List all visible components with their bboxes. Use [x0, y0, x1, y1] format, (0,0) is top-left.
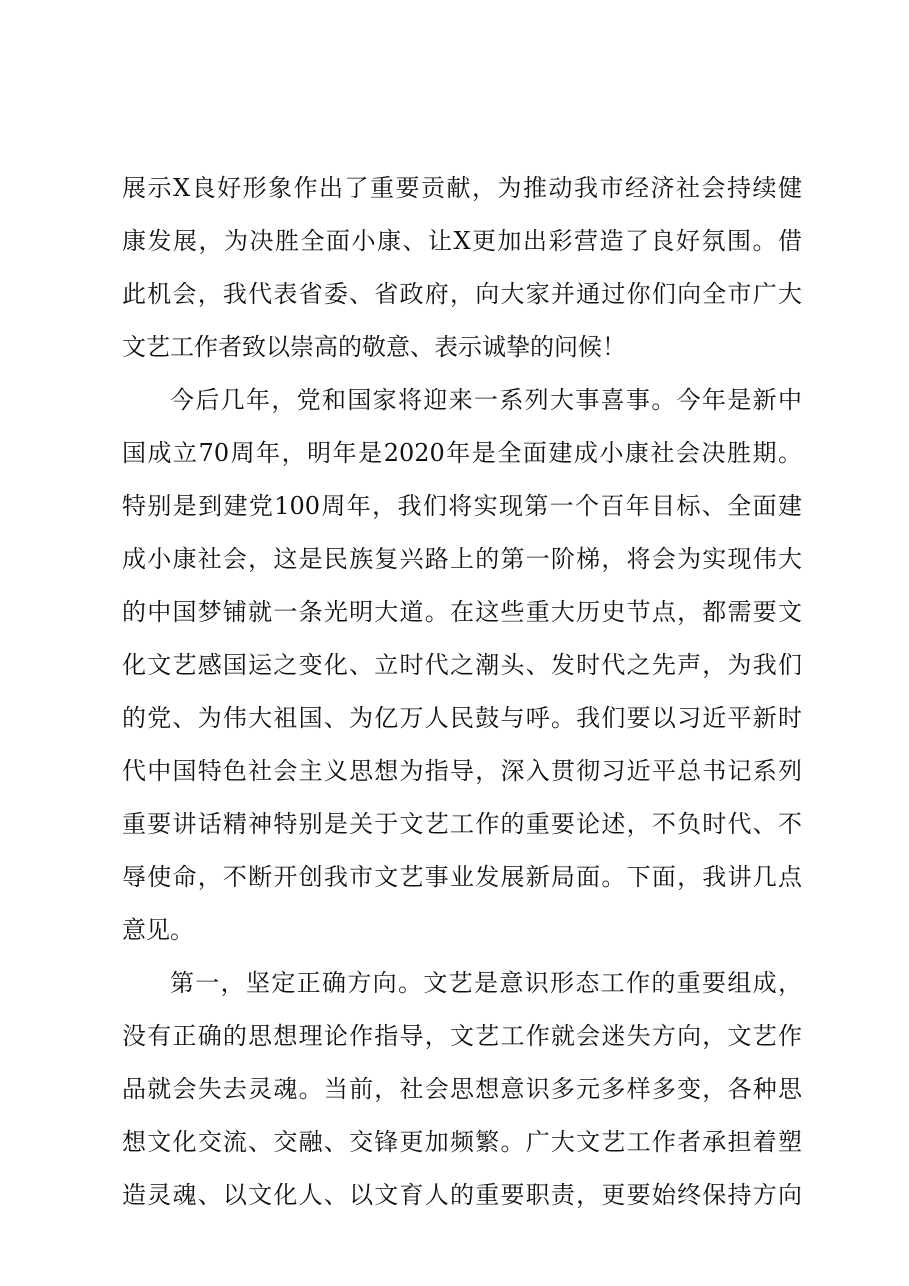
paragraph-3-line-5: 造灵魂、以文化人、以文育人的重要职责，更要始终保持方向 — [122, 1181, 802, 1209]
paragraph-2-line-3: 特别是到建党100周年，我们将实现第一个百年目标、全面建 — [122, 492, 802, 520]
paragraph-2-line-1: 今后几年，党和国家将迎来一系列大事喜事。今年是新中 — [170, 386, 802, 414]
paragraph-3-line-2: 没有正确的思想理论作指导，文艺工作就会迷失方向，文艺作 — [122, 1022, 802, 1050]
paragraph-2-line-8: 代中国特色社会主义思想为指导，深入贯彻习近平总书记系列 — [122, 757, 802, 785]
paragraph-3-line-4: 想文化交流、交融、交锋更加频繁。广大文艺工作者承担着塑 — [122, 1128, 802, 1156]
paragraph-2-line-11: 意见。 — [122, 916, 194, 944]
paragraph-1-line-4: 文艺工作者致以崇高的敬意、表示诚挚的问候！ — [122, 333, 626, 361]
paragraph-3-line-3: 品就会失去灵魂。当前，社会思想意识多元多样多变，各种思 — [122, 1075, 802, 1103]
paragraph-2-line-5: 的中国梦铺就一条光明大道。在这些重大历史节点，都需要文 — [122, 598, 802, 626]
paragraph-2-line-2: 国成立70周年，明年是2020年是全面建成小康社会决胜期。 — [122, 439, 802, 467]
paragraph-1-line-2: 康发展，为决胜全面小康、让X更加出彩营造了良好氛围。借 — [122, 227, 802, 255]
paragraph-2-line-6: 化文艺感国运之变化、立时代之潮头、发时代之先声，为我们 — [122, 651, 802, 679]
paragraph-2-line-10: 辱使命，不断开创我市文艺事业发展新局面。下面，我讲几点 — [122, 863, 802, 891]
paragraph-2-line-4: 成小康社会，这是民族复兴路上的第一阶梯，将会为实现伟大 — [122, 545, 802, 573]
paragraph-1-line-1: 展示X良好形象作出了重要贡献，为推动我市经济社会持续健 — [122, 174, 802, 202]
paragraph-2-line-9: 重要讲话精神特别是关于文艺工作的重要论述，不负时代、不 — [122, 810, 802, 838]
paragraph-2-line-7: 的党、为伟大祖国、为亿万人民鼓与呼。我们要以习近平新时 — [122, 704, 802, 732]
paragraph-1-line-3: 此机会，我代表省委、省政府，向大家并通过你们向全市广大 — [122, 280, 802, 308]
paragraph-3-line-1: 第一，坚定正确方向。文艺是意识形态工作的重要组成， — [170, 969, 802, 997]
